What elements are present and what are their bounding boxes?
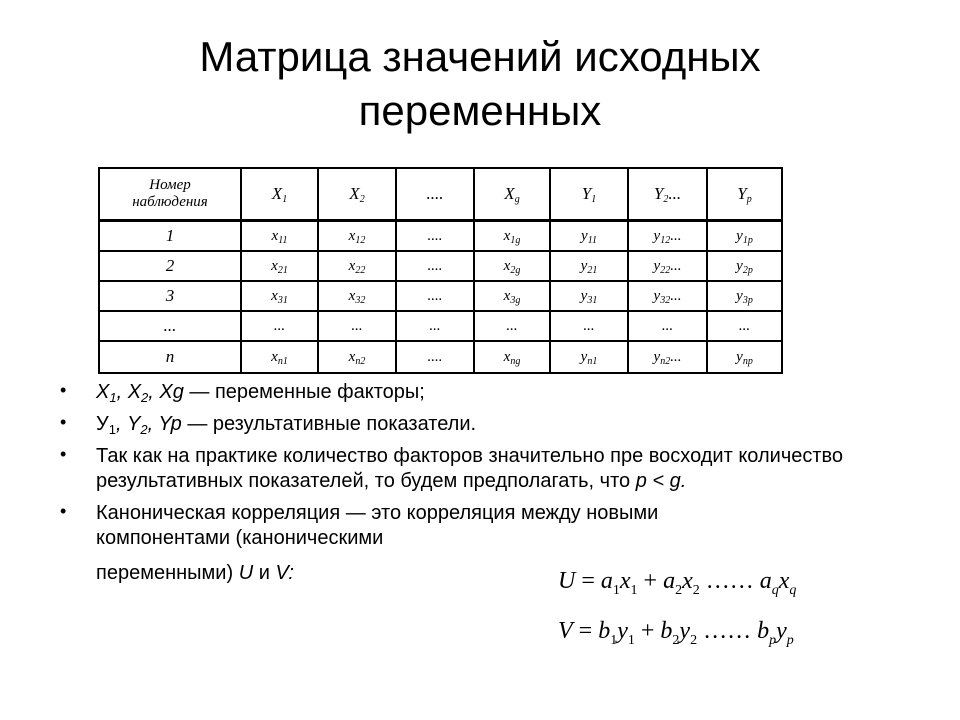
- cell-x: $x_{3g}$: [474, 281, 550, 311]
- bullet-factors: • $X_1$, $X_2$, Xg — переменные факторы;: [60, 380, 425, 405]
- cell-x: $x_{2g}$: [474, 251, 550, 281]
- cell-x: ...: [474, 311, 550, 341]
- bullet-assumption: • Так как на практике количество факторов значительно пре восходит количество результативных показателей, то будем предполагать, что p < g.: [60, 444, 844, 492]
- cell-x: $x_{32}$: [318, 281, 396, 311]
- header-xg: $X_g$: [474, 168, 550, 221]
- cell-x: ...: [318, 311, 396, 341]
- header-y2: $Y_2$...: [628, 168, 707, 221]
- matrix-table: [98, 167, 783, 374]
- cell-y: $y_{n1}$: [550, 341, 628, 373]
- cell-y: $y_{1p}$: [707, 221, 782, 252]
- bullet-dot-icon: •: [60, 380, 67, 400]
- bullet-canonical: • Каноническая корреляция — это корреляция между новыми компонентами (каноническими переменными) U и V:: [60, 501, 659, 584]
- cell-x: $x_{11}$: [241, 221, 318, 252]
- cell-x: $x_{31}$: [241, 281, 318, 311]
- row-number: ...: [99, 311, 241, 341]
- observation-matrix: [98, 167, 783, 374]
- cell-x: $x_{n2}$: [318, 341, 396, 373]
- table-row: [99, 281, 782, 311]
- formula-u: $U = a_1x_1 + a_2x_2$ …… $a_qx_q$: [558, 568, 797, 598]
- cell-ellipsis: ....: [396, 281, 474, 311]
- table-row: [99, 221, 782, 252]
- cell-x: $x_{1g}$: [474, 221, 550, 252]
- cell-y: ...: [628, 311, 707, 341]
- cell-y: ...: [550, 311, 628, 341]
- header-yp: $Y_p$: [707, 168, 782, 221]
- cell-y: $y_{3p}$: [707, 281, 782, 311]
- cell-x: $x_{n1}$: [241, 341, 318, 373]
- bullet-dot-icon: •: [60, 412, 67, 432]
- cell-y: $y_{31}$: [550, 281, 628, 311]
- cell-y: $y_{12}$...: [628, 221, 707, 252]
- cell-y: $y_{22}$...: [628, 251, 707, 281]
- row-number: 2: [99, 251, 241, 281]
- cell-ellipsis: ....: [396, 341, 474, 373]
- cell-ellipsis: ....: [396, 251, 474, 281]
- formula-v: $V = b_1y_1 + b_2y_2$ …… $b_py_p$: [558, 618, 794, 648]
- title-line-1: Матрица значений исходных: [199, 33, 761, 80]
- bullet-dot-icon: •: [60, 501, 67, 521]
- bullet-results: • $У_1$, $Y_2$, Yp — результативные показатели.: [60, 412, 477, 437]
- cell-x: $x_{22}$: [318, 251, 396, 281]
- bullet-list: [58, 380, 858, 598]
- slide-title: [60, 30, 900, 138]
- cell-x: $x_{ng}$: [474, 341, 550, 373]
- table-row: [99, 311, 782, 341]
- row-number: n: [99, 341, 241, 373]
- cell-y: $y_{np}$: [707, 341, 782, 373]
- cell-y: $y_{32}$...: [628, 281, 707, 311]
- cell-y: $y_{n2}$...: [628, 341, 707, 373]
- row-number: 1: [99, 221, 241, 252]
- cell-ellipsis: ....: [396, 221, 474, 252]
- header-observation-number: Номер наблюдения: [99, 168, 241, 221]
- table-row: [99, 251, 782, 281]
- header-x2: $X_2$: [318, 168, 396, 221]
- cell-x: ...: [241, 311, 318, 341]
- header-ellipsis: ....: [396, 168, 474, 221]
- cell-ellipsis: ...: [396, 311, 474, 341]
- header-row: [99, 168, 782, 221]
- cell-x: $x_{21}$: [241, 251, 318, 281]
- cell-x: $x_{12}$: [318, 221, 396, 252]
- bullet-dot-icon: •: [60, 444, 67, 464]
- title-line-2: переменных: [358, 87, 602, 134]
- cell-y: $y_{21}$: [550, 251, 628, 281]
- cell-y: $y_{11}$: [550, 221, 628, 252]
- header-x1: $X_1$: [241, 168, 318, 221]
- table-row: [99, 341, 782, 373]
- row-number: 3: [99, 281, 241, 311]
- header-y1: $Y_1$: [550, 168, 628, 221]
- cell-y: ...: [707, 311, 782, 341]
- cell-y: $y_{2p}$: [707, 251, 782, 281]
